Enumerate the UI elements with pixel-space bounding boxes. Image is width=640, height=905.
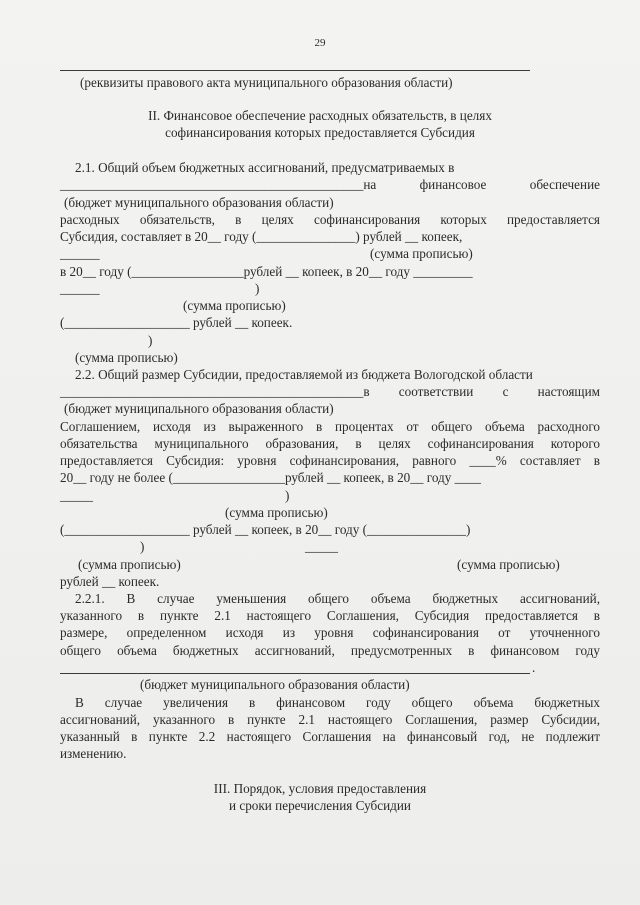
text-line: общего объема бюджетных ассигнований, предусмотренных в финансовом году <box>60 643 600 658</box>
text-line: . <box>532 660 536 675</box>
text-line: ) <box>285 488 290 503</box>
text-line: указанного в пункте 2.1 настоящего Соглашения, Субсидия предоставляется в <box>60 608 600 623</box>
text-line: указанный в пункте 2.2 настоящего Соглашения на финансовый год, не подлежит <box>60 729 600 744</box>
blank-line <box>60 673 530 674</box>
section-heading: III. Порядок, условия предоставления <box>213 781 427 796</box>
text-line: обязательства муниципального образования, в целях софинансирования которого <box>60 436 600 451</box>
section-heading: софинансирования которых предоставляется Субсидия <box>165 125 475 140</box>
text-line: _____ <box>305 539 338 554</box>
text-line: ассигнований, указанного в пункте 2.1 настоящего Соглашения, размер Субсидии, <box>60 712 600 727</box>
text-line: Соглашением, исходя из выраженного в процентах от общего объема расходного <box>60 419 600 434</box>
text-line: (бюджет муниципального образования области) <box>140 677 410 692</box>
section-heading: и сроки перечисления Субсидии <box>229 798 411 813</box>
text-line: ______ <box>60 281 100 296</box>
text-line: (сумма прописью) <box>78 557 181 572</box>
text-line: (сумма прописью) <box>75 350 178 365</box>
text-line: В случае увеличения в финансовом году общего объема бюджетных <box>75 695 600 710</box>
text-line: (сумма прописью) <box>183 298 286 313</box>
text-line: ) <box>140 539 145 554</box>
text-line: изменению. <box>60 746 127 761</box>
blank-line <box>60 70 530 71</box>
text-line: (___________________ рублей __ копеек, в 20__ году (_______________) <box>60 522 471 537</box>
text-line: _____ <box>60 488 93 503</box>
page-number: 29 <box>314 37 326 49</box>
text-line: ______ <box>60 246 100 261</box>
text-line: расходных обязательств, в целях софинансирования которых предоставляется <box>60 212 600 227</box>
text-line: (___________________ рублей __ копеек. <box>60 315 293 330</box>
text-line: 2.1. Общий объем бюджетных ассигнований, предусматриваемых в <box>75 160 455 175</box>
text-line: (сумма прописью) <box>457 557 560 572</box>
text-line: ) <box>148 333 153 348</box>
text-line: (бюджет муниципального образования области) <box>64 195 334 210</box>
text-line: 20__ году не более (_________________рублей __ копеек, в 20__ году ____ <box>60 470 482 485</box>
text-line: ______________________________________________в соответствии с настоящим <box>60 384 600 399</box>
text-line: рублей __ копеек. <box>60 574 160 589</box>
text-line: 2.2.1. В случае уменьшения общего объема бюджетных ассигнований, <box>75 591 600 606</box>
text-line: в 20__ году (_________________рублей __ копеек, в 20__ году _________ <box>60 264 473 279</box>
text-line: (бюджет муниципального образования области) <box>64 401 334 416</box>
text-line: предоставляется Субсидия: уровня софинансирования, равного ____% составляет в <box>60 453 600 468</box>
text-line: (реквизиты правового акта муниципального образования области) <box>80 75 453 90</box>
section-heading: II. Финансовое обеспечение расходных обязательств, в целях <box>148 108 492 123</box>
text-line: (сумма прописью) <box>225 505 328 520</box>
text-line: (сумма прописью) <box>370 246 473 261</box>
text-line: Субсидия, составляет в 20__ году (_______________) рублей __ копеек, <box>60 229 463 244</box>
text-line: 2.2. Общий размер Субсидии, предоставляемой из бюджета Вологодской области <box>75 367 533 382</box>
text-line: ) <box>255 281 260 296</box>
text-line: ______________________________________________на финансовое обеспечение <box>60 177 600 192</box>
text-line: размере, определенном исходя из уровня софинансирования от уточненного <box>60 625 600 640</box>
